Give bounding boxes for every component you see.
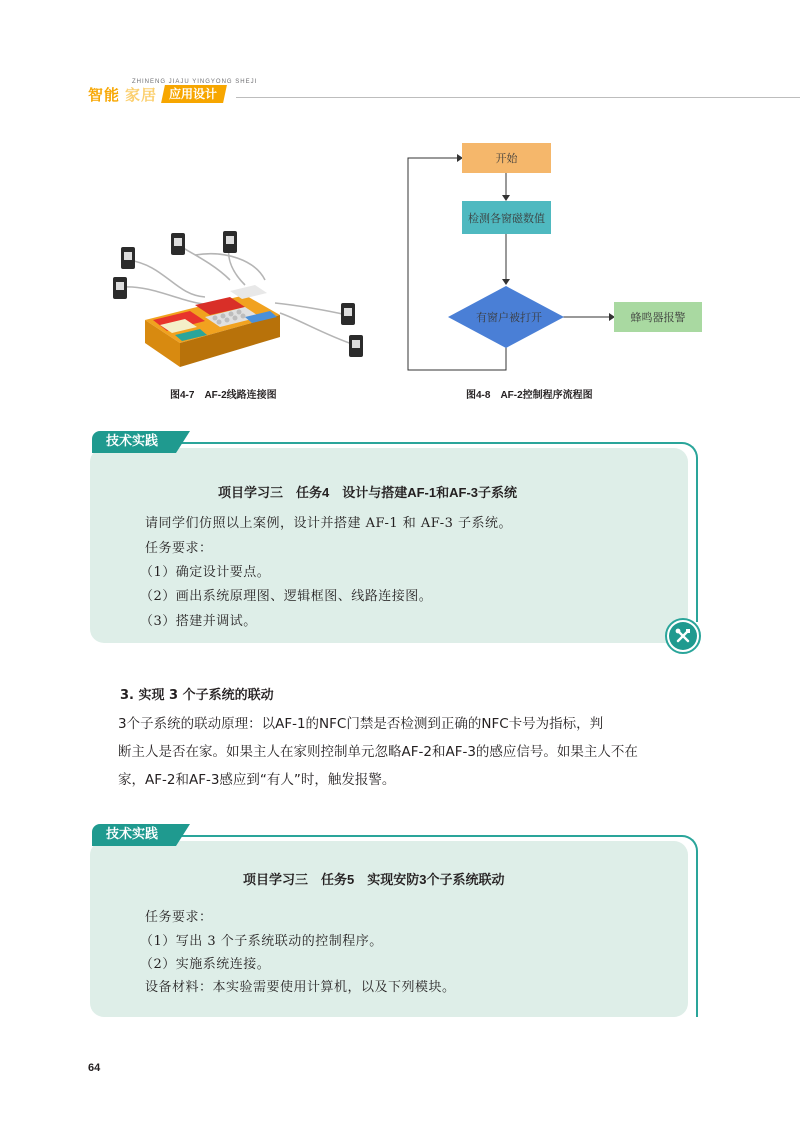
- fig47-wiring-illustration: [105, 225, 385, 375]
- header-title-part2: 家居: [125, 86, 158, 104]
- fc-alarm-box: 蜂鸣器报警: [614, 302, 702, 332]
- practice1-title: 项目学习三 任务4 设计与搭建AF-1和AF-3子系统: [218, 485, 518, 500]
- section-paragraph-line: 断主人是否在家。如果主人在家则控制单元忽略AF-2和AF-3的感应信号。如果主人不在: [118, 744, 638, 760]
- header-pinyin: ZHINENG JIAJU YINGYONG SHEJI: [132, 79, 258, 85]
- fc-detect-box: 检测各窗磁数值: [462, 201, 551, 234]
- practice1-line: 任务要求：: [145, 541, 213, 556]
- page-number: 64: [88, 1062, 101, 1074]
- practice2-title: 项目学习三 任务5 实现安防3个子系统联动: [243, 872, 505, 887]
- practice1-tag: 技术实践: [92, 431, 176, 453]
- fig48-caption: 图4-8 AF-2控制程序流程图: [466, 390, 593, 401]
- practice2-line: 任务要求：: [145, 910, 213, 925]
- practice2-frame: [640, 835, 698, 1017]
- practice1-line: （2）画出系统原理图、逻辑框图、线路连接图。: [140, 589, 433, 604]
- fc-start-box: 开始: [462, 143, 551, 173]
- practice1-line: （3）搭建并调试。: [140, 614, 257, 629]
- practice2-line: （1）写出 3 个子系统联动的控制程序。: [140, 934, 383, 949]
- header-title-part3: 应用设计: [161, 85, 227, 103]
- fig47-caption: 图4-7 AF-2线路连接图: [170, 390, 277, 401]
- practice1-frame: [640, 442, 698, 622]
- practice1-line: （1）确定设计要点。: [140, 565, 271, 580]
- section-paragraph-line: 家，AF-2和AF-3感应到“有人”时，触发报警。: [118, 772, 396, 788]
- practice1-line: 请同学们仿照以上案例，设计并搭建 AF-1 和 AF-3 子系统。: [145, 516, 513, 531]
- practice2-tag-rule: [180, 835, 680, 837]
- section-heading: 3. 实现 3 个子系统的联动: [120, 688, 274, 703]
- fig48-flowchart-lines: [400, 140, 720, 380]
- header-rule: [236, 97, 800, 98]
- practice2-tag: 技术实践: [92, 824, 176, 846]
- tools-icon: [665, 618, 701, 654]
- fc-decision-label: 有窗户被打开: [476, 311, 542, 324]
- header-title-part1: 智能: [88, 86, 121, 104]
- practice2-line: 设备材料：本实验需要使用计算机，以及下列模块。: [145, 980, 456, 995]
- section-paragraph-line: 3个子系统的联动原理：以AF-1的NFC门禁是否检测到正确的NFC卡号为指标，判: [118, 716, 604, 732]
- practice1-tag-rule: [180, 442, 680, 444]
- practice2-line: （2）实施系统连接。: [140, 957, 271, 972]
- controller-board: [145, 285, 280, 367]
